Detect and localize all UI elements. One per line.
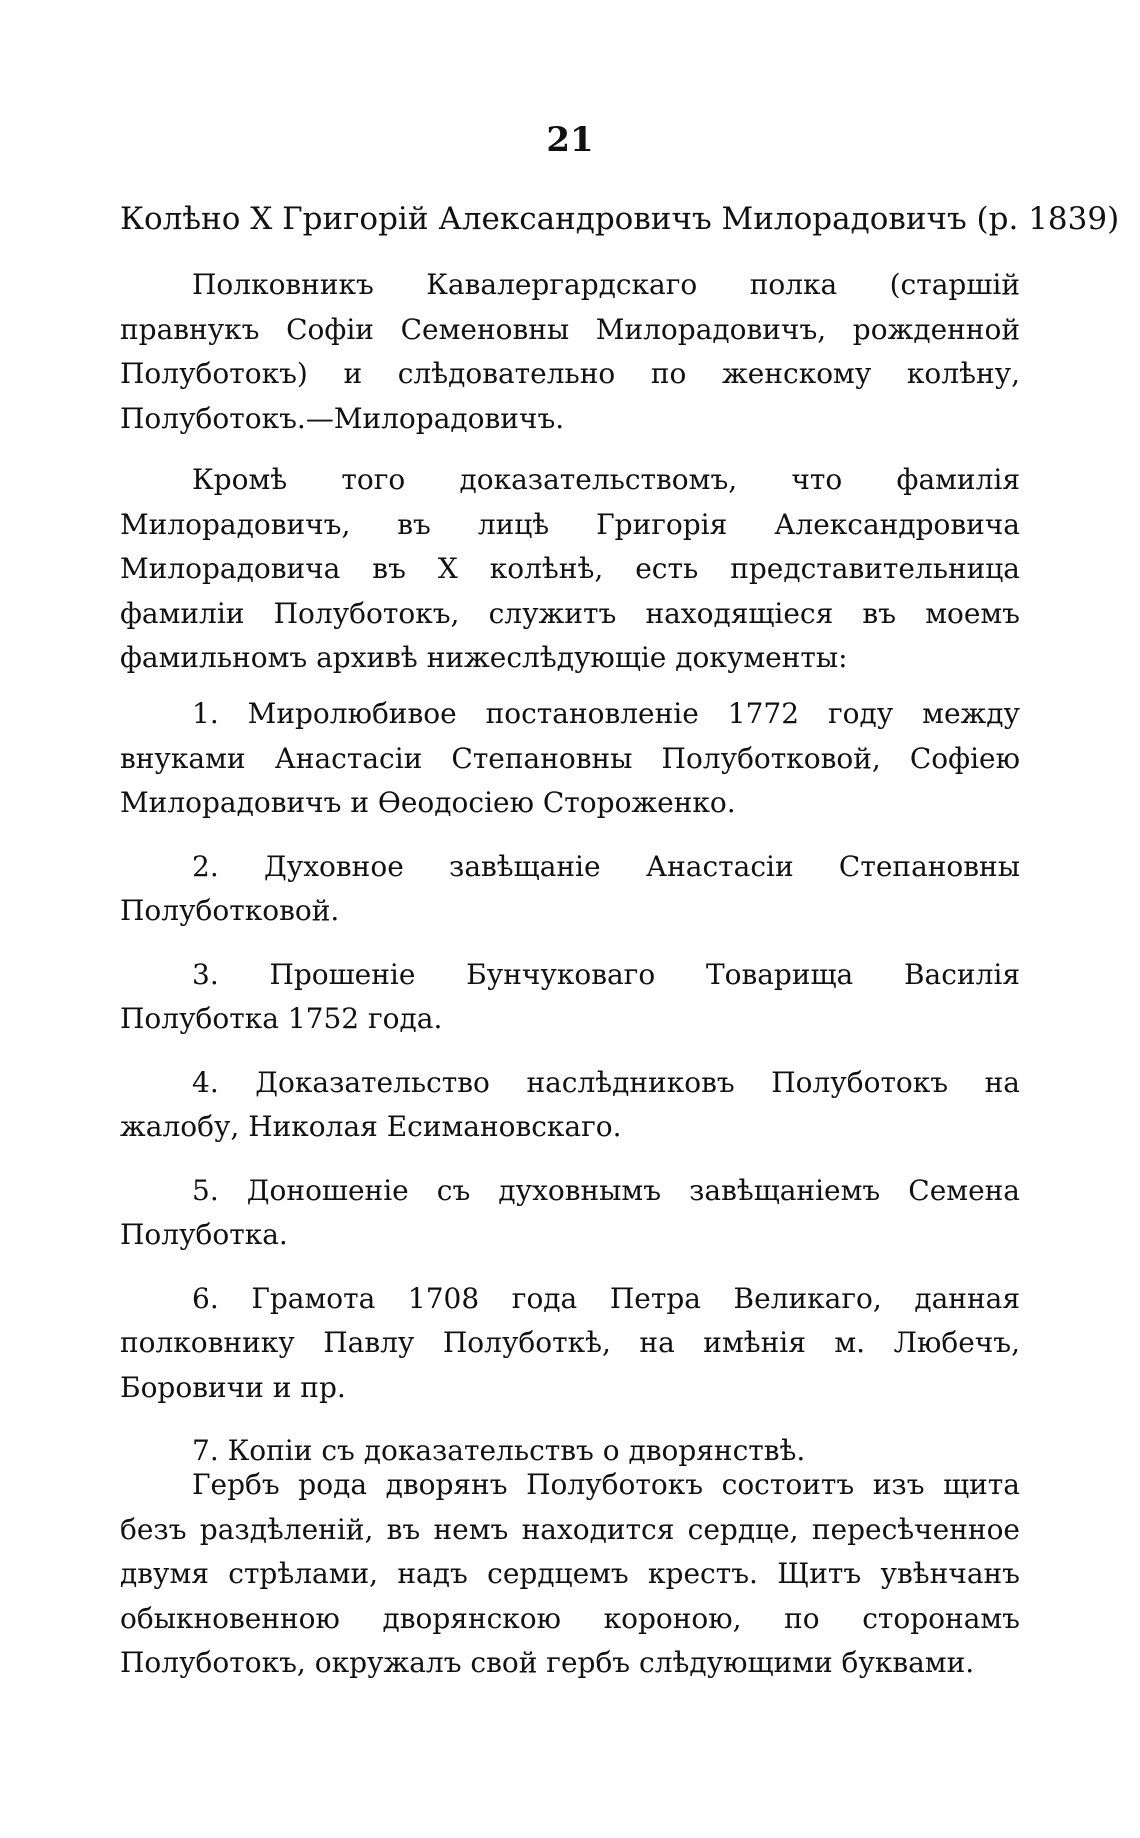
paragraph-colonel: Полковникъ Кавалергардскаго полка (старшій правнукъ Софіи Семеновны Милорадовичъ, рожденной Полуботокъ) и слѣдовательно по женскому колѣну, Полуботокъ.—Милорадовичъ. xyxy=(120,268,1020,435)
document-item-1: 1. Миролюбивое постановленіе 1772 году между внуками Анастасіи Степановны Полуботковой, Софіею Милорадовичъ и Ѳеодосіею Стороженко. xyxy=(120,697,1020,819)
document-item-6: 6. Грамота 1708 года Петра Великаго, данная полковнику Павлу Полуботкѣ, на имѣнія м. Любечъ, Боровичи и пр. xyxy=(120,1281,1020,1404)
document-item-2: 2. Духовное завѣщаніе Анастасіи Степановны Полуботковой. xyxy=(120,849,1020,927)
paragraph-evidence: Кромѣ того доказательствомъ, что фамилія Милорадовичъ, въ лицѣ Григорія Александровича Милорадовича въ X колѣнѣ, есть представительница фамиліи Полуботокъ, служитъ находящіеся въ моемъ фамильномъ архивѣ нижеслѣдующіе документы: xyxy=(120,463,1020,674)
page-number: 21 xyxy=(546,120,594,160)
document-item-3: 3. Прошеніе Бунчуковаго Товарища Василія Полуботка 1752 года. xyxy=(120,957,1020,1035)
document-item-7: 7. Копіи съ доказательствъ о дворянствѣ. xyxy=(192,1434,806,1467)
generation-heading: Колѣно X Григорій Александровичъ Милорадовичъ (р. 1839) xyxy=(120,201,1120,237)
document-item-5: 5. Доношеніе съ духовнымъ завѣщаніемъ Семена Полуботка. xyxy=(120,1173,1020,1251)
documents-list xyxy=(120,692,1020,1493)
paragraph-coat-of-arms: Гербъ рода дворянъ Полуботокъ состоитъ изъ щита безъ раздѣленій, въ немъ находится сердце, пересѣченное двумя стрѣлами, надъ сердцемъ крестъ. Щитъ увѣнчанъ обыкновенною дворянскою короною, по сторонамъ Полуботокъ, окружалъ свой гербъ слѣдующими буквами. xyxy=(120,1468,1020,1679)
document-item-4: 4. Доказательство наслѣдниковъ Полуботокъ на жалобу, Николая Есимановскаго. xyxy=(120,1065,1020,1143)
